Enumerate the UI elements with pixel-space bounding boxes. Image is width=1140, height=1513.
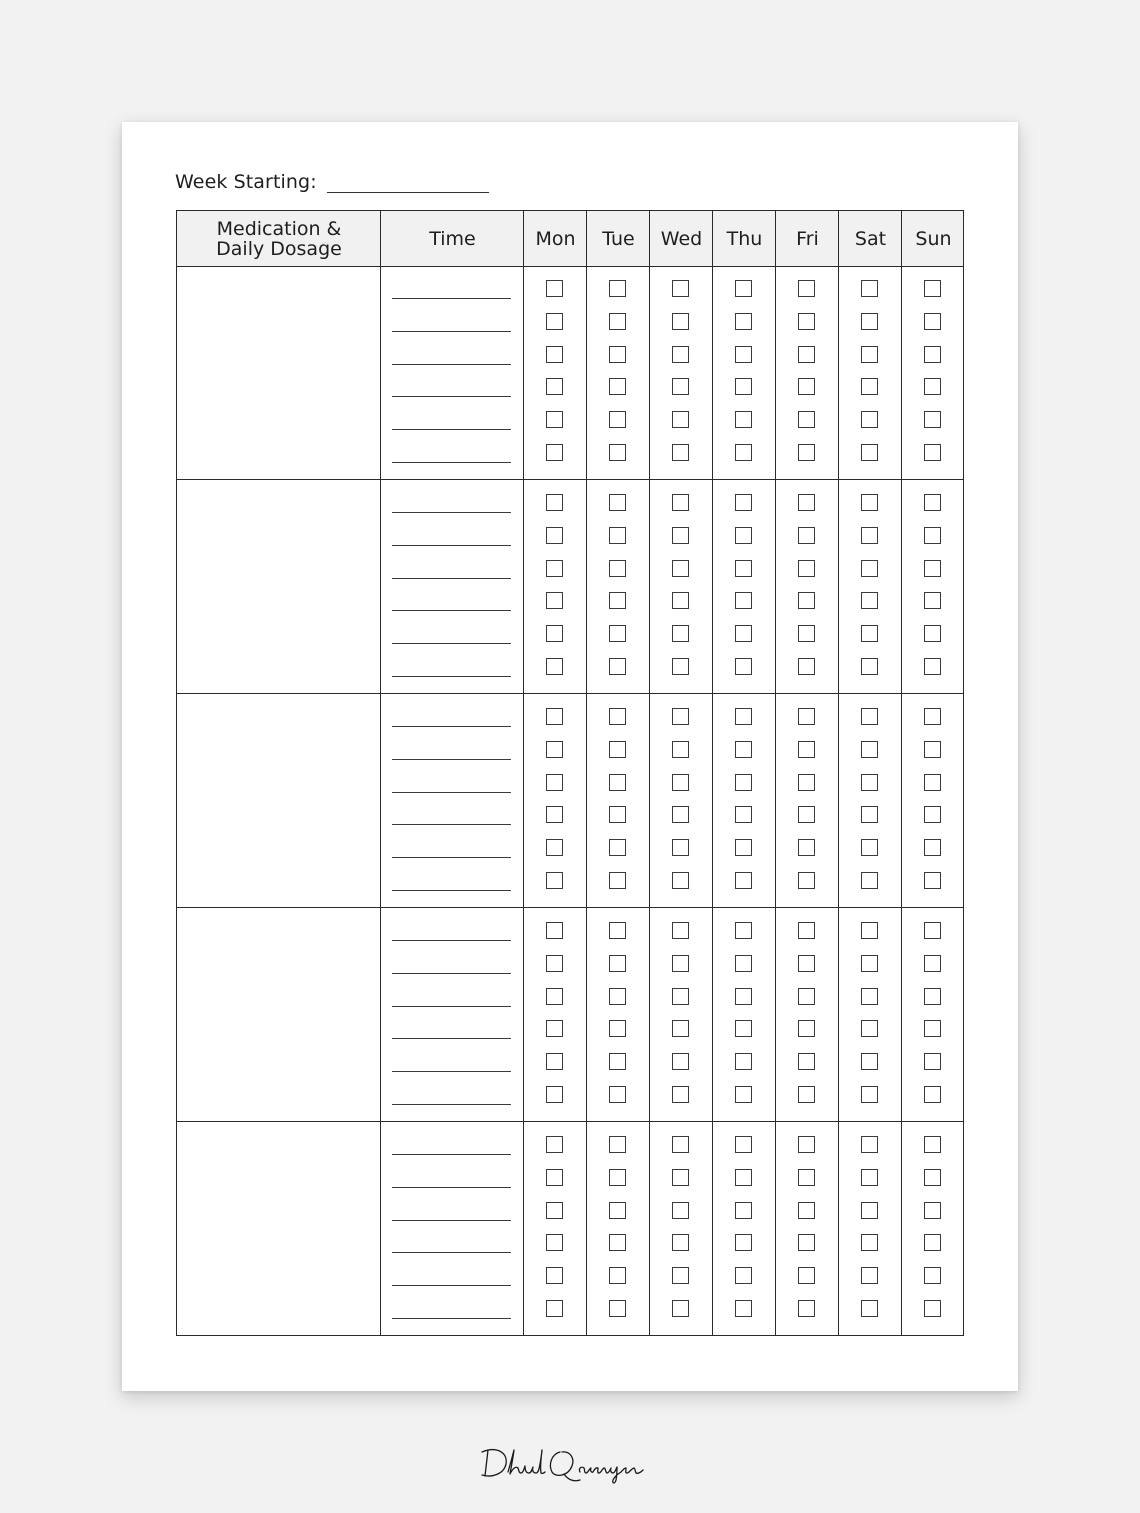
dose-checkbox-sat[interactable] xyxy=(861,1020,878,1037)
header-day-mon: Mon xyxy=(535,227,576,250)
dose-checkbox-tue[interactable] xyxy=(609,774,626,791)
dose-checkbox-wed[interactable] xyxy=(672,560,689,577)
dose-checkbox-thu[interactable] xyxy=(735,378,752,395)
time-entry-line[interactable] xyxy=(392,429,511,430)
dose-checkbox-mon[interactable] xyxy=(546,1267,563,1284)
medication-dosage-cell[interactable] xyxy=(177,908,379,1120)
dose-checkbox-sun[interactable] xyxy=(924,560,941,577)
dose-checkbox-thu[interactable] xyxy=(735,774,752,791)
dose-checkbox-fri[interactable] xyxy=(798,922,815,939)
dose-checkbox-sat[interactable] xyxy=(861,872,878,889)
dose-checkbox-mon[interactable] xyxy=(546,806,563,823)
medication-tracker-table xyxy=(176,210,964,1336)
dose-checkbox-wed[interactable] xyxy=(672,444,689,461)
dose-checkbox-thu[interactable] xyxy=(735,955,752,972)
dose-checkbox-sat[interactable] xyxy=(861,494,878,511)
dose-checkbox-sat[interactable] xyxy=(861,444,878,461)
dose-checkbox-mon[interactable] xyxy=(546,658,563,675)
time-entry-line[interactable] xyxy=(392,1220,511,1221)
dose-checkbox-tue[interactable] xyxy=(609,839,626,856)
dose-checkbox-sun[interactable] xyxy=(924,527,941,544)
header-time: Time xyxy=(429,227,476,250)
dose-checkbox-thu[interactable] xyxy=(735,444,752,461)
dose-checkbox-wed[interactable] xyxy=(672,1202,689,1219)
header-day-tue: Tue xyxy=(602,227,635,250)
dose-checkbox-mon[interactable] xyxy=(546,955,563,972)
dose-checkbox-fri[interactable] xyxy=(798,444,815,461)
dose-checkbox-thu[interactable] xyxy=(735,1202,752,1219)
dose-checkbox-wed[interactable] xyxy=(672,922,689,939)
dose-checkbox-mon[interactable] xyxy=(546,346,563,363)
dose-checkbox-mon[interactable] xyxy=(546,1086,563,1103)
dose-checkbox-tue[interactable] xyxy=(609,625,626,642)
dose-checkbox-sun[interactable] xyxy=(924,378,941,395)
dose-checkbox-tue[interactable] xyxy=(609,1234,626,1251)
dose-checkbox-fri[interactable] xyxy=(798,280,815,297)
dose-checkbox-tue[interactable] xyxy=(609,1202,626,1219)
dose-checkbox-sun[interactable] xyxy=(924,494,941,511)
dose-checkbox-thu[interactable] xyxy=(735,625,752,642)
dose-checkbox-sat[interactable] xyxy=(861,313,878,330)
dose-checkbox-tue[interactable] xyxy=(609,1136,626,1153)
dose-checkbox-sat[interactable] xyxy=(861,527,878,544)
dose-checkbox-thu[interactable] xyxy=(735,560,752,577)
header-medication-line1: Medication & xyxy=(216,217,342,240)
dose-checkbox-thu[interactable] xyxy=(735,806,752,823)
dose-checkbox-sun[interactable] xyxy=(924,346,941,363)
time-entry-line[interactable] xyxy=(392,824,511,825)
column-divider xyxy=(901,211,902,1335)
column-divider xyxy=(712,211,713,1335)
dose-checkbox-sat[interactable] xyxy=(861,1053,878,1070)
medication-dosage-cell[interactable] xyxy=(177,1122,379,1334)
dose-checkbox-sat[interactable] xyxy=(861,806,878,823)
dose-checkbox-mon[interactable] xyxy=(546,1234,563,1251)
dose-checkbox-sat[interactable] xyxy=(861,1300,878,1317)
column-divider xyxy=(380,211,381,1335)
dose-checkbox-sat[interactable] xyxy=(861,839,878,856)
header-day-fri: Fri xyxy=(796,227,819,250)
time-entry-line[interactable] xyxy=(392,1252,511,1253)
dose-checkbox-thu[interactable] xyxy=(735,527,752,544)
dose-checkbox-fri[interactable] xyxy=(798,411,815,428)
dose-checkbox-tue[interactable] xyxy=(609,560,626,577)
dose-checkbox-fri[interactable] xyxy=(798,741,815,758)
dose-checkbox-wed[interactable] xyxy=(672,839,689,856)
dose-checkbox-sat[interactable] xyxy=(861,1267,878,1284)
dose-checkbox-sat[interactable] xyxy=(861,658,878,675)
dose-checkbox-thu[interactable] xyxy=(735,592,752,609)
dose-checkbox-tue[interactable] xyxy=(609,988,626,1005)
dose-checkbox-tue[interactable] xyxy=(609,1020,626,1037)
dose-checkbox-sun[interactable] xyxy=(924,1136,941,1153)
time-entry-line[interactable] xyxy=(392,545,511,546)
dose-checkbox-mon[interactable] xyxy=(546,378,563,395)
dose-checkbox-sun[interactable] xyxy=(924,708,941,725)
dose-checkbox-sat[interactable] xyxy=(861,560,878,577)
dose-checkbox-fri[interactable] xyxy=(798,708,815,725)
dose-checkbox-thu[interactable] xyxy=(735,1234,752,1251)
dose-checkbox-sat[interactable] xyxy=(861,1136,878,1153)
time-entry-line[interactable] xyxy=(392,364,511,365)
dose-checkbox-sun[interactable] xyxy=(924,988,941,1005)
dose-checkbox-wed[interactable] xyxy=(672,1020,689,1037)
time-entry-line[interactable] xyxy=(392,512,511,513)
dose-checkbox-mon[interactable] xyxy=(546,922,563,939)
time-entry-line[interactable] xyxy=(392,857,511,858)
dose-checkbox-sat[interactable] xyxy=(861,774,878,791)
header-day-sun: Sun xyxy=(915,227,952,250)
dose-checkbox-sat[interactable] xyxy=(861,378,878,395)
dose-checkbox-mon[interactable] xyxy=(546,560,563,577)
dose-checkbox-sat[interactable] xyxy=(861,1202,878,1219)
dose-checkbox-fri[interactable] xyxy=(798,774,815,791)
dose-checkbox-tue[interactable] xyxy=(609,280,626,297)
dose-checkbox-wed[interactable] xyxy=(672,988,689,1005)
medication-dosage-cell[interactable] xyxy=(177,480,379,692)
dose-checkbox-fri[interactable] xyxy=(798,1300,815,1317)
dose-checkbox-wed[interactable] xyxy=(672,280,689,297)
dose-checkbox-thu[interactable] xyxy=(735,658,752,675)
dose-checkbox-sat[interactable] xyxy=(861,988,878,1005)
dose-checkbox-thu[interactable] xyxy=(735,1169,752,1186)
dose-checkbox-fri[interactable] xyxy=(798,839,815,856)
dose-checkbox-sat[interactable] xyxy=(861,1086,878,1103)
dose-checkbox-thu[interactable] xyxy=(735,922,752,939)
week-starting-field[interactable] xyxy=(327,192,489,193)
dose-checkbox-wed[interactable] xyxy=(672,741,689,758)
dose-checkbox-wed[interactable] xyxy=(672,313,689,330)
dose-checkbox-thu[interactable] xyxy=(735,741,752,758)
dose-checkbox-wed[interactable] xyxy=(672,1136,689,1153)
time-entry-line[interactable] xyxy=(392,1071,511,1072)
header-medication-dosage xyxy=(177,211,381,266)
time-entry-line[interactable] xyxy=(392,610,511,611)
dose-checkbox-thu[interactable] xyxy=(735,1020,752,1037)
dose-checkbox-fri[interactable] xyxy=(798,872,815,889)
dose-checkbox-fri[interactable] xyxy=(798,560,815,577)
dose-checkbox-wed[interactable] xyxy=(672,872,689,889)
time-entry-line[interactable] xyxy=(392,643,511,644)
dose-checkbox-sun[interactable] xyxy=(924,592,941,609)
dose-checkbox-thu[interactable] xyxy=(735,872,752,889)
dose-checkbox-sat[interactable] xyxy=(861,741,878,758)
dose-checkbox-tue[interactable] xyxy=(609,658,626,675)
dose-checkbox-fri[interactable] xyxy=(798,494,815,511)
dose-checkbox-fri[interactable] xyxy=(798,1053,815,1070)
dose-checkbox-mon[interactable] xyxy=(546,741,563,758)
time-entry-line[interactable] xyxy=(392,1006,511,1007)
dose-checkbox-sun[interactable] xyxy=(924,1300,941,1317)
header-day-thu: Thu xyxy=(726,227,763,250)
time-entry-line[interactable] xyxy=(392,298,511,299)
dose-checkbox-sat[interactable] xyxy=(861,592,878,609)
dose-checkbox-mon[interactable] xyxy=(546,280,563,297)
time-entry-line[interactable] xyxy=(392,1318,511,1319)
time-entry-line[interactable] xyxy=(392,726,511,727)
dose-checkbox-sun[interactable] xyxy=(924,741,941,758)
dose-checkbox-fri[interactable] xyxy=(798,1169,815,1186)
dose-checkbox-thu[interactable] xyxy=(735,1136,752,1153)
dose-checkbox-thu[interactable] xyxy=(735,839,752,856)
time-entry-line[interactable] xyxy=(392,1104,511,1105)
dose-checkbox-thu[interactable] xyxy=(735,708,752,725)
column-divider xyxy=(586,211,587,1335)
dose-checkbox-thu[interactable] xyxy=(735,1300,752,1317)
dose-checkbox-sat[interactable] xyxy=(861,708,878,725)
time-entry-line[interactable] xyxy=(392,940,511,941)
dose-checkbox-fri[interactable] xyxy=(798,625,815,642)
dose-checkbox-fri[interactable] xyxy=(798,1020,815,1037)
dose-checkbox-mon[interactable] xyxy=(546,872,563,889)
column-divider xyxy=(649,211,650,1335)
dose-checkbox-wed[interactable] xyxy=(672,658,689,675)
time-entry-line[interactable] xyxy=(392,792,511,793)
dose-checkbox-sat[interactable] xyxy=(861,1234,878,1251)
dose-checkbox-fri[interactable] xyxy=(798,658,815,675)
dose-checkbox-sat[interactable] xyxy=(861,1169,878,1186)
dose-checkbox-sun[interactable] xyxy=(924,658,941,675)
column-divider xyxy=(523,211,524,1335)
dose-checkbox-mon[interactable] xyxy=(546,1020,563,1037)
dose-checkbox-fri[interactable] xyxy=(798,527,815,544)
time-entry-line[interactable] xyxy=(392,973,511,974)
dose-checkbox-sat[interactable] xyxy=(861,922,878,939)
dose-checkbox-tue[interactable] xyxy=(609,378,626,395)
time-entry-line[interactable] xyxy=(392,1154,511,1155)
dose-checkbox-mon[interactable] xyxy=(546,774,563,791)
dose-checkbox-sat[interactable] xyxy=(861,280,878,297)
dose-checkbox-wed[interactable] xyxy=(672,708,689,725)
dose-checkbox-fri[interactable] xyxy=(798,1234,815,1251)
dose-checkbox-fri[interactable] xyxy=(798,1202,815,1219)
dose-checkbox-sat[interactable] xyxy=(861,411,878,428)
dose-checkbox-wed[interactable] xyxy=(672,411,689,428)
dose-checkbox-mon[interactable] xyxy=(546,411,563,428)
dose-checkbox-sun[interactable] xyxy=(924,625,941,642)
dose-checkbox-sun[interactable] xyxy=(924,839,941,856)
dose-checkbox-tue[interactable] xyxy=(609,741,626,758)
dose-checkbox-sun[interactable] xyxy=(924,1234,941,1251)
dose-checkbox-thu[interactable] xyxy=(735,280,752,297)
dose-checkbox-tue[interactable] xyxy=(609,1300,626,1317)
header-day-sat: Sat xyxy=(854,227,887,250)
time-entry-line[interactable] xyxy=(392,676,511,677)
dose-checkbox-fri[interactable] xyxy=(798,1086,815,1103)
dose-checkbox-mon[interactable] xyxy=(546,527,563,544)
dose-checkbox-mon[interactable] xyxy=(546,988,563,1005)
dose-checkbox-mon[interactable] xyxy=(546,494,563,511)
dose-checkbox-sun[interactable] xyxy=(924,1053,941,1070)
dose-checkbox-tue[interactable] xyxy=(609,1267,626,1284)
dose-checkbox-sun[interactable] xyxy=(924,1169,941,1186)
dose-checkbox-mon[interactable] xyxy=(546,1136,563,1153)
dose-checkbox-mon[interactable] xyxy=(546,1202,563,1219)
time-entry-line[interactable] xyxy=(392,331,511,332)
dose-checkbox-mon[interactable] xyxy=(546,592,563,609)
dose-checkbox-tue[interactable] xyxy=(609,592,626,609)
header-day-wed: Wed xyxy=(660,227,703,250)
signature-logo xyxy=(478,1427,662,1488)
dose-checkbox-sat[interactable] xyxy=(861,346,878,363)
dose-checkbox-mon[interactable] xyxy=(546,625,563,642)
dose-checkbox-tue[interactable] xyxy=(609,527,626,544)
dose-checkbox-wed[interactable] xyxy=(672,955,689,972)
dose-checkbox-tue[interactable] xyxy=(609,494,626,511)
dose-checkbox-tue[interactable] xyxy=(609,1169,626,1186)
dose-checkbox-fri[interactable] xyxy=(798,313,815,330)
time-entry-line[interactable] xyxy=(392,396,511,397)
dose-checkbox-mon[interactable] xyxy=(546,1053,563,1070)
dose-checkbox-sun[interactable] xyxy=(924,806,941,823)
dose-checkbox-sun[interactable] xyxy=(924,1086,941,1103)
dose-checkbox-wed[interactable] xyxy=(672,1267,689,1284)
dose-checkbox-sun[interactable] xyxy=(924,280,941,297)
dose-checkbox-tue[interactable] xyxy=(609,806,626,823)
dose-checkbox-sun[interactable] xyxy=(924,1202,941,1219)
medication-dosage-cell[interactable] xyxy=(177,266,379,478)
dose-checkbox-sun[interactable] xyxy=(924,411,941,428)
dose-checkbox-wed[interactable] xyxy=(672,774,689,791)
dose-checkbox-fri[interactable] xyxy=(798,346,815,363)
dose-checkbox-fri[interactable] xyxy=(798,1267,815,1284)
time-entry-line[interactable] xyxy=(392,462,511,463)
dose-checkbox-sat[interactable] xyxy=(861,625,878,642)
dose-checkbox-sat[interactable] xyxy=(861,955,878,972)
dose-checkbox-mon[interactable] xyxy=(546,444,563,461)
dose-checkbox-mon[interactable] xyxy=(546,1169,563,1186)
dose-checkbox-sun[interactable] xyxy=(924,1020,941,1037)
time-entry-line[interactable] xyxy=(392,759,511,760)
dose-checkbox-wed[interactable] xyxy=(672,378,689,395)
dose-checkbox-tue[interactable] xyxy=(609,922,626,939)
dose-checkbox-sun[interactable] xyxy=(924,1267,941,1284)
time-entry-line[interactable] xyxy=(392,890,511,891)
dose-checkbox-thu[interactable] xyxy=(735,988,752,1005)
time-entry-line[interactable] xyxy=(392,578,511,579)
time-entry-line[interactable] xyxy=(392,1038,511,1039)
time-entry-line[interactable] xyxy=(392,1285,511,1286)
week-starting-label: Week Starting: xyxy=(175,171,317,193)
dose-checkbox-wed[interactable] xyxy=(672,625,689,642)
dose-checkbox-thu[interactable] xyxy=(735,313,752,330)
dose-checkbox-sun[interactable] xyxy=(924,313,941,330)
dose-checkbox-wed[interactable] xyxy=(672,494,689,511)
dose-checkbox-wed[interactable] xyxy=(672,1300,689,1317)
dose-checkbox-mon[interactable] xyxy=(546,839,563,856)
dose-checkbox-sun[interactable] xyxy=(924,774,941,791)
dose-checkbox-fri[interactable] xyxy=(798,592,815,609)
dose-checkbox-wed[interactable] xyxy=(672,346,689,363)
signature-text: DhualQarnayn xyxy=(478,1427,594,1446)
dose-checkbox-mon[interactable] xyxy=(546,313,563,330)
dose-checkbox-wed[interactable] xyxy=(672,806,689,823)
dose-checkbox-fri[interactable] xyxy=(798,1136,815,1153)
dose-checkbox-thu[interactable] xyxy=(735,1053,752,1070)
dose-checkbox-mon[interactable] xyxy=(546,1300,563,1317)
dose-checkbox-thu[interactable] xyxy=(735,1267,752,1284)
dose-checkbox-fri[interactable] xyxy=(798,806,815,823)
dose-checkbox-mon[interactable] xyxy=(546,708,563,725)
dose-checkbox-tue[interactable] xyxy=(609,313,626,330)
column-divider xyxy=(838,211,839,1335)
dose-checkbox-tue[interactable] xyxy=(609,1086,626,1103)
header-medication-line2: Daily Dosage xyxy=(216,237,342,260)
dose-checkbox-wed[interactable] xyxy=(672,592,689,609)
column-divider xyxy=(775,211,776,1335)
dose-checkbox-tue[interactable] xyxy=(609,346,626,363)
medication-dosage-cell[interactable] xyxy=(177,694,379,906)
dose-checkbox-sun[interactable] xyxy=(924,955,941,972)
dose-checkbox-sun[interactable] xyxy=(924,922,941,939)
dose-checkbox-fri[interactable] xyxy=(798,955,815,972)
dose-checkbox-sun[interactable] xyxy=(924,872,941,889)
time-entry-line[interactable] xyxy=(392,1187,511,1188)
dose-checkbox-wed[interactable] xyxy=(672,1234,689,1251)
dose-checkbox-wed[interactable] xyxy=(672,1053,689,1070)
dose-checkbox-tue[interactable] xyxy=(609,444,626,461)
dose-checkbox-tue[interactable] xyxy=(609,1053,626,1070)
dose-checkbox-wed[interactable] xyxy=(672,527,689,544)
dose-checkbox-fri[interactable] xyxy=(798,378,815,395)
dose-checkbox-wed[interactable] xyxy=(672,1086,689,1103)
dose-checkbox-thu[interactable] xyxy=(735,1086,752,1103)
dose-checkbox-thu[interactable] xyxy=(735,494,752,511)
dose-checkbox-tue[interactable] xyxy=(609,955,626,972)
dose-checkbox-tue[interactable] xyxy=(609,872,626,889)
dose-checkbox-sun[interactable] xyxy=(924,444,941,461)
dose-checkbox-tue[interactable] xyxy=(609,411,626,428)
dose-checkbox-thu[interactable] xyxy=(735,346,752,363)
dose-checkbox-wed[interactable] xyxy=(672,1169,689,1186)
dose-checkbox-thu[interactable] xyxy=(735,411,752,428)
dose-checkbox-fri[interactable] xyxy=(798,988,815,1005)
planner-sheet xyxy=(122,122,1018,1391)
dose-checkbox-tue[interactable] xyxy=(609,708,626,725)
